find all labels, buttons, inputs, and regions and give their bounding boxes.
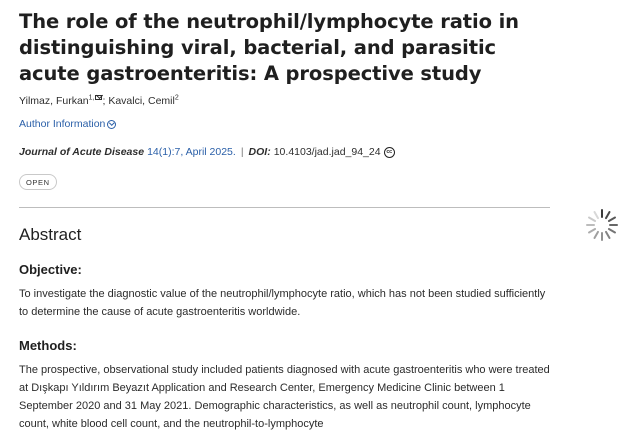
- doi-label: DOI:: [248, 146, 271, 158]
- doi-value[interactable]: 10.4103/jad.jad_94_24: [273, 146, 381, 158]
- spinner-spoke: [595, 232, 599, 238]
- spinner-spoke: [609, 229, 615, 233]
- objective-heading: Objective:: [19, 262, 82, 277]
- spinner-spoke: [606, 212, 610, 218]
- author-name[interactable]: Yilmaz, Furkan: [19, 95, 89, 107]
- spinner-spoke: [609, 218, 615, 222]
- methods-heading: Methods:: [19, 338, 77, 353]
- author-information-label: Author Information: [19, 118, 106, 130]
- author-name[interactable]: Kavalci, Cemil: [108, 95, 175, 107]
- section-divider: [19, 207, 550, 208]
- journal-name: Journal of Acute Disease: [19, 146, 145, 158]
- open-access-badge: OPEN: [19, 174, 57, 190]
- spinner-spoke: [589, 229, 595, 233]
- chevron-down-icon: [107, 120, 116, 129]
- affiliation-sup: 2: [174, 94, 179, 102]
- spinner-spoke: [595, 212, 599, 218]
- spinner-spoke: [606, 232, 610, 238]
- article-header: [19, 0, 550, 433]
- methods-text: The prospective, observational study included patients diagnosed with acute gastroenteritis who were treated at Dışkapı Yıldırım Beyazıt Application and Research Center, Emergency Medicine Clinic between 1 September 2020 and 31 May 2021. Demographic characteristics, as well as neutrophil count, lymphocyte count, white blood cell count, and the neutrophil-to-lymphocyte: [19, 364, 550, 430]
- author-list: [19, 94, 550, 108]
- cc-icon[interactable]: cc: [384, 147, 395, 158]
- affiliation-sup: 1,: [88, 94, 95, 102]
- spinner-spoke: [589, 218, 595, 222]
- citation-line: [19, 146, 550, 158]
- email-icon[interactable]: [95, 95, 102, 100]
- volume-issue-link[interactable]: 14(1):7, April 2025.: [147, 146, 236, 158]
- abstract-heading: Abstract: [19, 225, 82, 244]
- author-separator: ;: [102, 95, 106, 107]
- article-title: The role of the neutrophil/lymphocyte ratio in distinguishing viral, bacterial, and parasitic acute gastroenteritis: A prospective study: [19, 10, 519, 85]
- citation-divider: |: [240, 146, 244, 158]
- author-information-toggle[interactable]: [19, 118, 550, 130]
- objective-text: To investigate the diagnostic value of the neutrophil/lymphocyte ratio, which has not been studied sufficiently to determine the cause of acute gastroenteritis worldwide.: [19, 288, 546, 318]
- spinner-icon: [585, 208, 619, 242]
